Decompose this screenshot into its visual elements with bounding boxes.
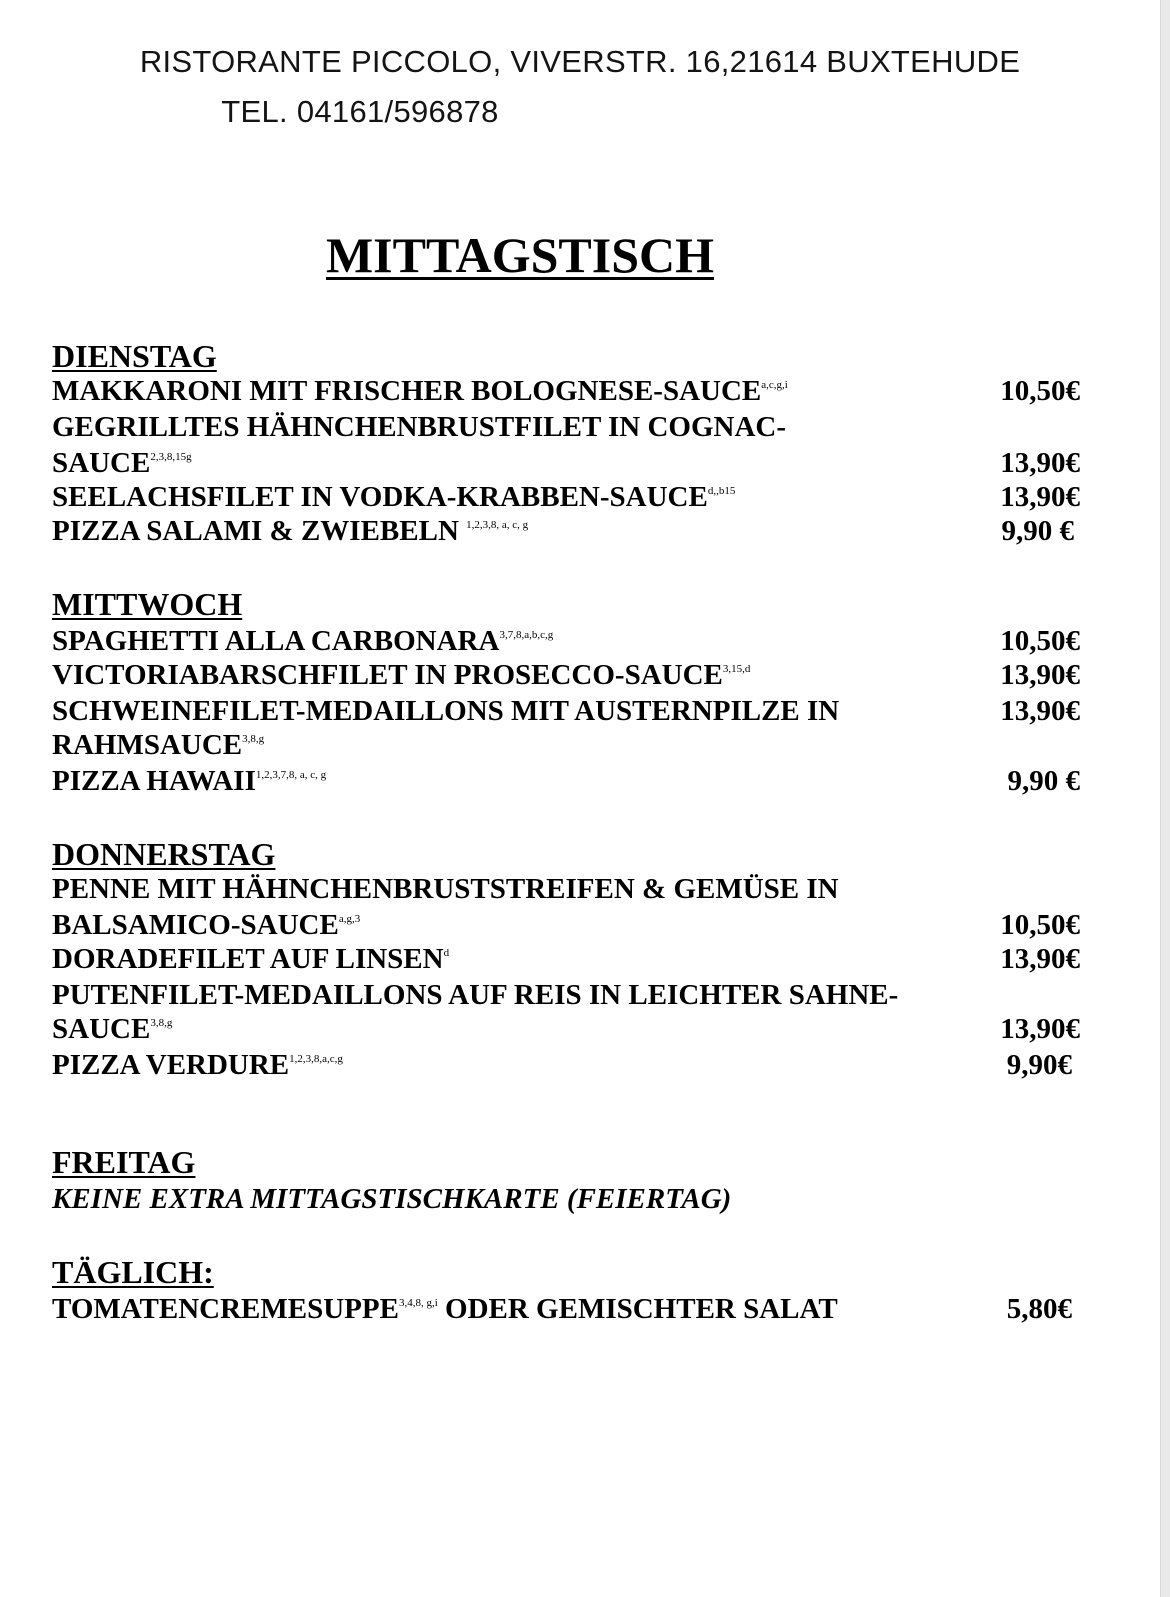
menu-item-price: 10,50€: [1000, 909, 1080, 941]
allergen-codes: 1,2,3,8,a,c,g: [289, 1053, 343, 1065]
page-title: MITTAGSTISCH: [325, 227, 715, 283]
allergen-codes: 3,8,g: [242, 733, 265, 745]
allergen-codes: 2,3,8,15g: [150, 451, 192, 463]
menu-item-price: 10,50€: [1000, 375, 1080, 407]
restaurant-address: RISTORANTE PICCOLO, VIVERSTR. 16,21614 BUXTEHUDE: [139, 44, 1021, 79]
day-heading-mittwoch: MITTWOCH: [52, 586, 243, 622]
menu-item-name-cont: BALSAMICO-SAUCE$^{a,g,3}$: [52, 909, 361, 941]
menu-item-price: 13,90€: [1000, 481, 1080, 513]
menu-item-name-cont: SAUCE$^{3,8,g}$: [52, 1013, 173, 1045]
menu-item-name: DORADEFILET AUF LINSEN$^d$: [52, 943, 450, 975]
allergen-codes: 1,2,3,7,8, a, c, g: [255, 769, 327, 781]
menu-item-name: SEELACHSFILET IN VODKA-$KRABBEN-SAUCE^{d,,b15}$: [52, 481, 736, 513]
freitag-note: KEINE EXTRA MITTAGSTISCHKARTE (FEIERTAG): [52, 1183, 732, 1215]
menu-item-name: PIZZA SALAMI & ZWIEBELN $^{1,2,3,8, a, c, g}$: [52, 515, 529, 547]
menu-item-price: 13,90€: [1000, 943, 1080, 975]
menu-item-name: MAKKARONI MIT FRISCHER BOLOGNESE-SAUCE$^{a,c,g,i}$: [52, 375, 788, 407]
menu-item-name: TOMATENCREMESUPPE$^{3,4,8, g,i}$ ODER GEMISCHTER SALAT: [52, 1293, 838, 1325]
allergen-codes: 3,7,8,a,b,c,g: [499, 629, 554, 641]
allergen-codes: 3,4,8, g,i: [398, 1297, 438, 1309]
menu-item-name: PIZZA HAWAII$^{1,2,3,7,8, a, c, g}$: [52, 765, 327, 797]
allergen-codes: d,,b15: [707, 485, 736, 497]
menu-item-price: 10,50€: [1000, 625, 1080, 657]
menu-item-price: 13,90€: [1000, 447, 1080, 479]
menu-item-name: SCHWEINEFILET-MEDAILLONS MIT AUSTERNPILZE IN: [52, 695, 840, 727]
menu-item-name-cont: $SAUCE^{2,3,8,15g}$: [52, 447, 192, 479]
allergen-codes: 3,8,g: [150, 1017, 173, 1029]
menu-item-price: 13,90€: [1000, 1013, 1080, 1045]
menu-item-name: VICTORIABARSCHFILET IN PROSECCO-SAUCE$^{3,15,d}$: [52, 659, 751, 691]
menu-item-price: 5,80€: [1006, 1293, 1072, 1325]
day-heading-dienstag: DIENSTAG: [52, 338, 217, 374]
menu-item-price: 9,90 €: [1007, 765, 1080, 797]
restaurant-phone: TEL. 04161/596878: [221, 94, 499, 129]
day-heading-freitag: FREITAG: [52, 1144, 196, 1180]
allergen-codes: a,c,g,i: [761, 379, 788, 391]
menu-item-price: 13,90€: [1000, 659, 1080, 691]
menu-item-name: SPAGHETTI ALLA CARBONARA$^{3,7,8,a,b,c,g}$: [52, 625, 554, 657]
menu-item-name-cont: RAHMSAUCE$^{3,8,g}$: [52, 729, 265, 761]
allergen-codes: 3,15,d: [722, 663, 751, 675]
menu-item-price: 9,90 €: [1001, 515, 1074, 547]
allergen-codes: a,g,3: [338, 913, 361, 925]
day-heading-taeglich: TÄGLICH:: [52, 1254, 214, 1290]
menu-item-price: 9,90€: [1006, 1049, 1072, 1081]
menu-item-name: PIZZA VERDURE$^{1,2,3,8,a,c,g}$: [52, 1049, 343, 1081]
allergen-codes: 1,2,3,8, a, c, g: [466, 519, 529, 531]
menu-item-name: PENNE MIT HÄHNCHENBRUSTSTREIFEN & GEMÜSE IN: [52, 873, 839, 905]
menu-item-name: GEGRILLTES HÄHNCHENBRUSTFILET IN COGNAC-: [52, 411, 787, 443]
allergen-codes: d: [443, 947, 450, 959]
menu-item-price: 13,90€: [1000, 695, 1080, 727]
day-heading-donnerstag: DONNERSTAG: [52, 836, 276, 872]
menu-item-name: PUTENFILET-MEDAILLONS AUF REIS IN LEICHTER SAHNE-: [52, 979, 899, 1011]
